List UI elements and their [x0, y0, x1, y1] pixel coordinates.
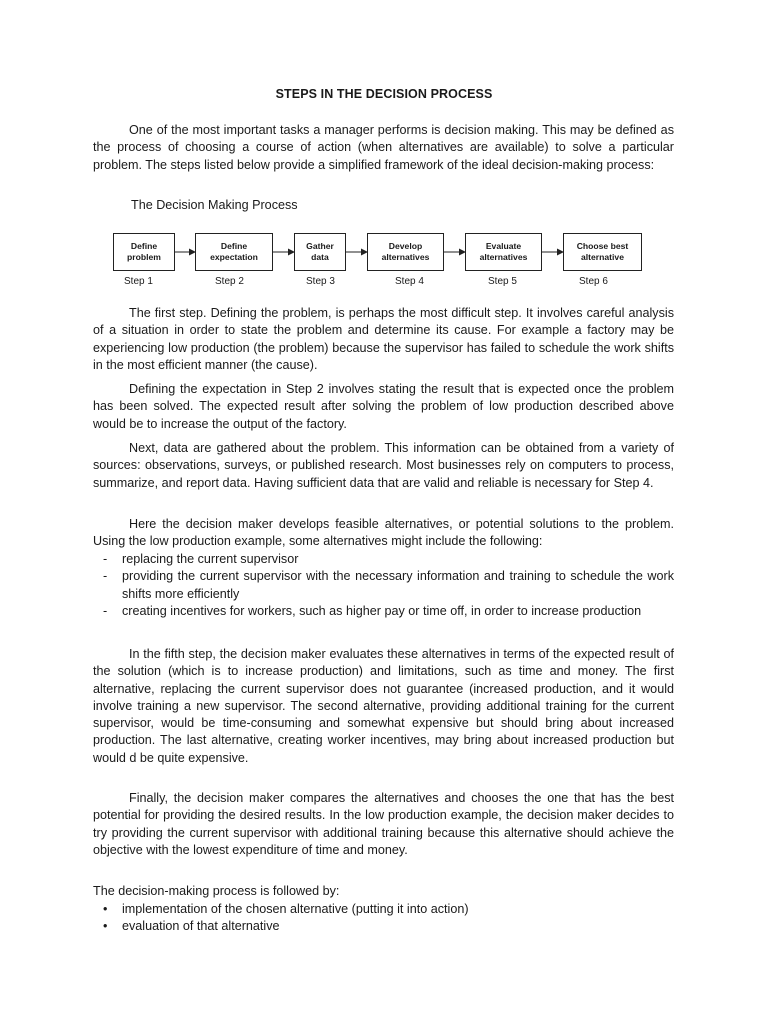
intro-paragraph: One of the most important tasks a manager performs is decision making. This may be defined as the process of choosing a course of action (when alternatives are available) to solve a particular problem. The steps listed below provide a simplified framework of the ideal decision-making process:	[93, 123, 674, 172]
step-label-5: Step 5	[488, 276, 517, 287]
step-label-4: Step 4	[395, 276, 424, 287]
followed-by-text: The decision-making process is followed by:	[93, 884, 340, 898]
figure-title: The Decision Making Process	[131, 198, 298, 212]
dash-marker: -	[103, 552, 108, 566]
paragraph-step-6: Finally, the decision maker compares the alternatives and chooses the one that has the best potential for providing the desired results. In the low production example, the decision maker decides to try providing the current supervisor with additional training because this alternative should achieve the objective with the lowest expenditure of time and money.	[93, 791, 674, 857]
box-define-problem: Define problem	[113, 233, 175, 271]
box-develop-alternatives: Develop alternatives	[367, 233, 444, 271]
paragraph-step-5: In the fifth step, the decision maker evaluates these alternatives in terms of the expected result of the solution (which is to increase production) and limitations, such as time and money. The first alternative, replacing the current supervisor does not guarantee (increased production, and it would involve training a new supervisor. The second alternative, providing additional training for the current supervisor, would be time-consuming and somewhat expensive but should bring about increased production. The last alternative, creating worker incentives, may bring about increased production but would d be quite expensive.	[93, 647, 674, 765]
alternative-text: creating incentives for workers, such as higher pay or time off, in order to increase production	[122, 603, 642, 618]
list-item	[93, 603, 674, 620]
followup-text: evaluation of that alternative	[122, 919, 280, 934]
alternative-text: providing the current supervisor with the necessary information and training to schedule the work shifts more efficiently	[122, 569, 674, 601]
step-label-6: Step 6	[579, 276, 608, 287]
list-item	[93, 918, 674, 935]
bullet-marker: •	[103, 919, 108, 934]
paragraph-step-3: Next, data are gathered about the problem. This information can be obtained from a variety of sources: observations, surveys, or published research. Most businesses rely on computers to process, summarize, and report data. Having sufficient data that are valid and reliable is necessary for Step 4.	[93, 441, 674, 490]
paragraph-step-4: Here the decision maker develops feasible alternatives, or potential solutions to the problem. Using the low production example, some alternatives might include the following:	[93, 517, 674, 549]
dash-marker: -	[103, 569, 108, 584]
step-label-3: Step 3	[306, 276, 335, 287]
bullet-marker: •	[103, 902, 108, 916]
step-label-2: Step 2	[215, 276, 244, 287]
paragraph-step-1: The first step. Defining the problem, is perhaps the most difficult step. It involves careful analysis of a situation in order to state the problem and determine its cause. For example a factory may be experiencing low production (the problem) because the supervisor has failed to schedule the work shifts in the most efficient manner (the cause).	[93, 306, 674, 372]
step-label-1: Step 1	[124, 276, 153, 287]
alternatives-list	[93, 551, 674, 620]
followup-list	[93, 901, 674, 936]
list-item	[93, 568, 674, 603]
box-choose-best-alternative: Choose best alternative	[563, 233, 642, 271]
document-title: STEPS IN THE DECISION PROCESS	[275, 87, 493, 101]
followup-text: implementation of the chosen alternative (putting it into action)	[122, 902, 469, 916]
box-evaluate-alternatives: Evaluate alternatives	[465, 233, 542, 271]
list-item	[93, 551, 674, 568]
paragraph-step-2: Defining the expectation in Step 2 involves stating the result that is expected once the problem has been solved. The expected result after solving the problem of low production described above would be to increase the output of the factory.	[93, 382, 674, 431]
alternative-text: replacing the current supervisor	[122, 552, 299, 566]
list-item	[93, 901, 674, 918]
dash-marker: -	[103, 603, 108, 618]
box-gather-data: Gather data	[294, 233, 346, 271]
box-define-expectation: Define expectation	[195, 233, 273, 271]
